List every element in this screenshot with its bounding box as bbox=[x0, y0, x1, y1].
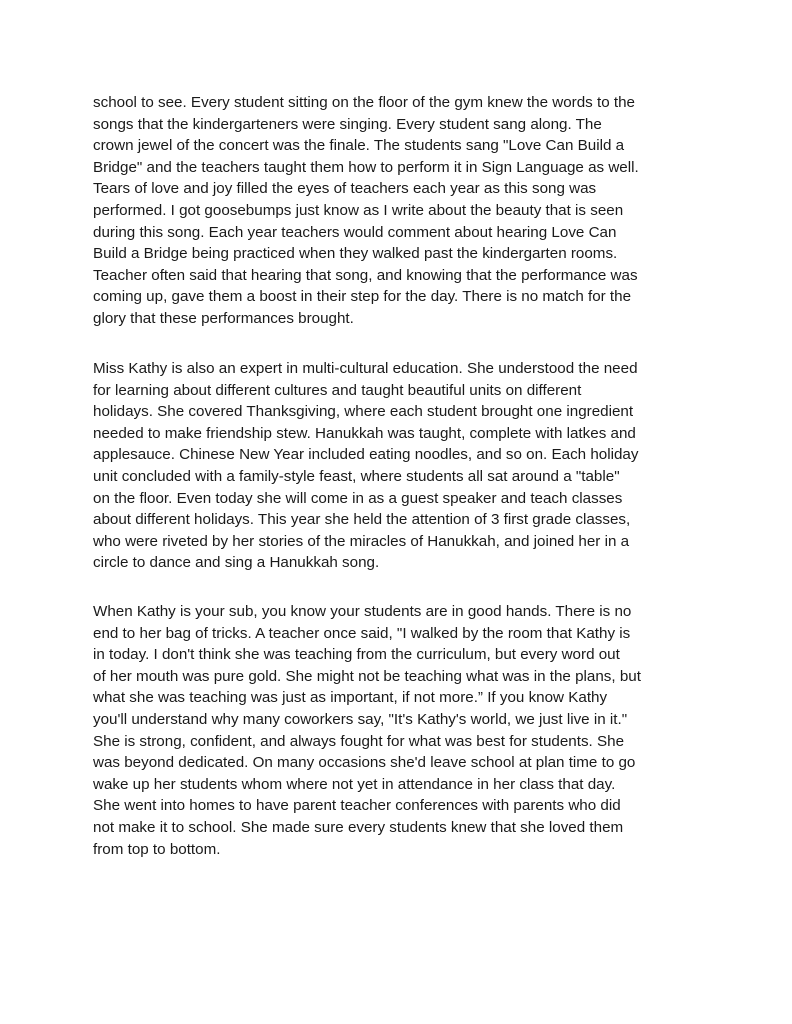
text-line: Tears of love and joy filled the eyes of teachers each year as this song was bbox=[93, 180, 597, 198]
text-line: who were riveted by her stories of the miracles of Hanukkah, and joined her in a bbox=[93, 532, 630, 550]
text-line: Miss Kathy is also an expert in multi-cultural education. She understood the need bbox=[93, 360, 638, 377]
text-line: wake up her students whom where not yet in attendance in her class that day. bbox=[93, 775, 616, 793]
text-line: from top to bottom. bbox=[93, 840, 221, 858]
text-line: Bridge" and the teachers taught them how to perform it in Sign Language as well. bbox=[93, 158, 639, 176]
text-line: She is strong, confident, and always fought for what was best for students. She bbox=[93, 732, 625, 750]
text-line: was beyond dedicated. On many occasions she'd leave school at plan time to go bbox=[93, 754, 636, 772]
text-line: what she was teaching was just as important, if not more.” If you know Kathy bbox=[93, 689, 608, 707]
text-line: for learning about different cultures and taught beautiful units on different bbox=[93, 381, 582, 399]
paragraph-substitute-teacher bbox=[93, 601, 713, 860]
text-line: crown jewel of the concert was the finale. The students sang "Love Can Build a bbox=[93, 137, 625, 155]
text-line: needed to make friendship stew. Hanukkah was taught, complete with latkes and bbox=[93, 424, 636, 442]
text-line: you'll understand why many coworkers say, "It's Kathy's world, we just live in it." bbox=[93, 710, 628, 728]
paragraph-concert-finale bbox=[93, 92, 713, 330]
text-line: When Kathy is your sub, you know your students are in good hands. There is no bbox=[93, 603, 632, 620]
text-line: glory that these performances brought. bbox=[93, 309, 354, 327]
text-line: not make it to school. She made sure every students knew that she loved them bbox=[93, 818, 624, 836]
text-line: school to see. Every student sitting on the floor of the gym knew the words to the bbox=[93, 94, 635, 111]
text-line: on the floor. Even today she will come in as a guest speaker and teach classes bbox=[93, 489, 623, 507]
text-line: of her mouth was pure gold. She might not be teaching what was in the plans, but bbox=[93, 667, 641, 685]
text-line: applesauce. Chinese New Year included eating noodles, and so on. Each holiday bbox=[93, 446, 639, 464]
text-line: songs that the kindergarteners were singing. Every student sang along. The bbox=[93, 115, 602, 133]
text-line: holidays. She covered Thanksgiving, where each student brought one ingredient bbox=[93, 403, 634, 421]
text-line: Teacher often said that hearing that song, and knowing that the performance was bbox=[93, 266, 638, 284]
paragraph-multicultural-education bbox=[93, 358, 713, 574]
text-line: in today. I don't think she was teaching from the curriculum, but every word out bbox=[93, 646, 620, 664]
text-line: circle to dance and sing a Hanukkah song. bbox=[93, 554, 380, 572]
text-line: Build a Bridge being practiced when they walked past the kindergarten rooms. bbox=[93, 245, 618, 263]
text-line: She went into homes to have parent teacher conferences with parents who did bbox=[93, 797, 621, 815]
text-line: during this song. Each year teachers would comment about hearing Love Can bbox=[93, 223, 617, 241]
text-line: performed. I got goosebumps just know as I write about the beauty that is seen bbox=[93, 201, 624, 219]
text-line: about different holidays. This year she held the attention of 3 first grade classes, bbox=[93, 511, 631, 529]
text-line: coming up, gave them a boost in their step for the day. There is no match for the bbox=[93, 288, 632, 306]
text-line: end to her bag of tricks. A teacher once said, "I walked by the room that Kathy is bbox=[93, 624, 631, 642]
text-line: unit concluded with a family-style feast, where students all sat around a "table" bbox=[93, 467, 620, 485]
